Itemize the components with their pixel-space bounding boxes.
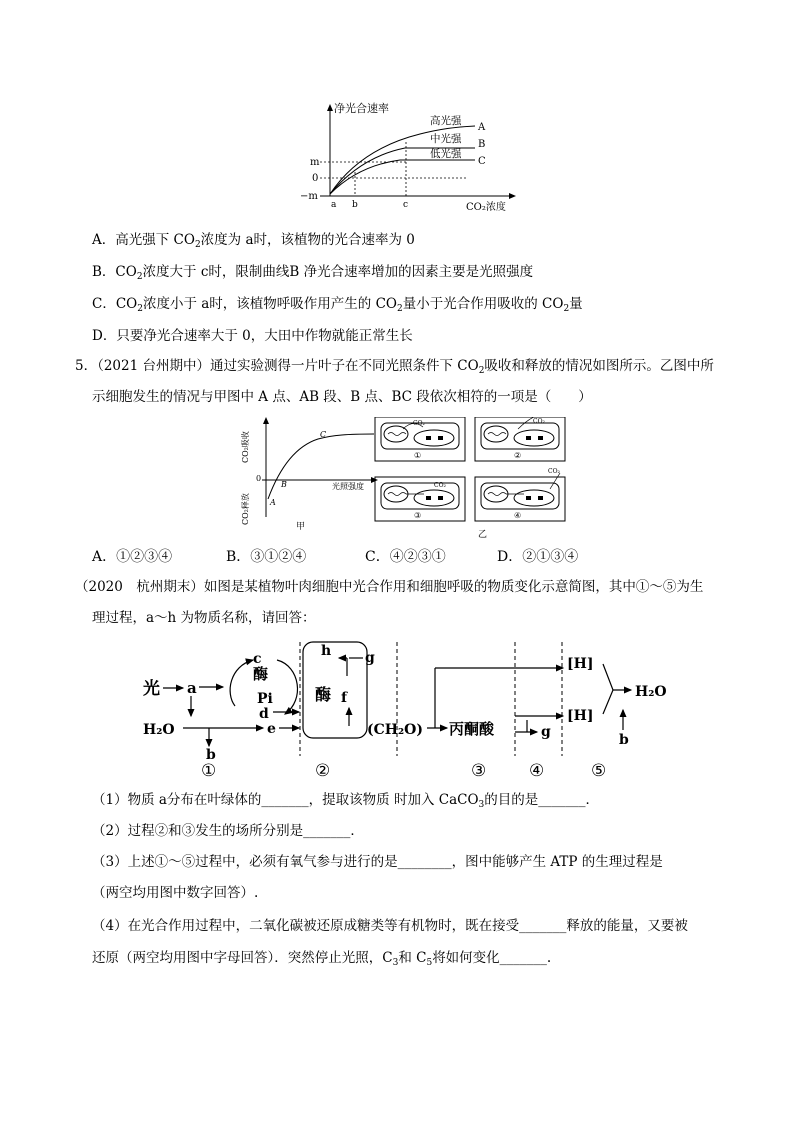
pi-label: Pi bbox=[257, 691, 273, 707]
substance-d: d bbox=[259, 706, 269, 722]
net-photosynthesis-graph bbox=[290, 100, 530, 216]
cell-3-number: ③ bbox=[414, 511, 422, 520]
substance-g-top: g bbox=[365, 650, 375, 666]
xtick-c: c bbox=[403, 200, 409, 210]
q6-sub1: （1）物质 a分布在叶绿体的_______，提取该物质 时加入 CaCO$_3$的目的是_______． bbox=[92, 792, 600, 810]
xtick-b: b bbox=[352, 200, 358, 210]
option-D: D．只要净光合速率大于 0，大田中作物就能正常生长 bbox=[92, 328, 413, 344]
water-output: H₂O bbox=[635, 684, 667, 700]
curve-letter-B: B bbox=[478, 139, 486, 150]
q5-option-C: C．④②③① bbox=[365, 549, 446, 565]
enzyme-1: 酶 bbox=[253, 665, 269, 683]
curve-label-low: 低光强 bbox=[430, 148, 462, 160]
cell-2-co2: CO₂ bbox=[533, 418, 545, 425]
q6-sub3-line2: （两空均用图中数字回答）. bbox=[92, 885, 259, 901]
substance-c: c bbox=[253, 651, 262, 667]
metabolism-diagram bbox=[135, 638, 695, 780]
q6-sub2: （2）过程②和③发生的场所分别是_______． bbox=[92, 823, 364, 839]
caption-jia: 甲 bbox=[296, 522, 306, 532]
cell-4-number: ④ bbox=[514, 511, 522, 520]
cell-1-co2: CO₂ bbox=[413, 420, 425, 427]
q6-sub4-line2: 还原（两空均用图中字母回答）．突然停止光照，$C_3$和 $C_5$将如何变化_______. bbox=[92, 950, 552, 968]
cell-3-co2: CO₂ bbox=[434, 482, 446, 489]
q6-stem-line1: （2020 杭州期末）如图是某植物叶肉细胞中光合作用和细胞呼吸的物质变化示意简图，其中①～⑤为生 bbox=[75, 579, 704, 595]
substance-a: a bbox=[187, 679, 197, 697]
cell-4-co2: CO₂ bbox=[548, 468, 560, 475]
origin-label: 0 bbox=[256, 474, 262, 483]
graph1-xlabel: CO₂浓度 bbox=[466, 202, 506, 213]
curve-label-mid: 中光强 bbox=[430, 133, 462, 145]
cell-3 bbox=[375, 477, 465, 521]
stage-3: ③ bbox=[471, 761, 487, 780]
light-label: 光 bbox=[143, 679, 160, 699]
q6-stem-line2: 理过程，a～h 为物质名称，请回答： bbox=[92, 610, 316, 626]
curve-letter-C: C bbox=[478, 156, 486, 167]
stage-1: ① bbox=[201, 761, 217, 780]
substance-g-bottom: g bbox=[541, 724, 551, 740]
stage-5: ⑤ bbox=[591, 761, 607, 780]
cell-2-number: ② bbox=[514, 451, 522, 460]
cell-1-number: ① bbox=[414, 451, 422, 460]
cell-2 bbox=[475, 417, 565, 461]
xtick-a: a bbox=[331, 200, 337, 210]
point-B: B bbox=[281, 480, 287, 489]
curve-letter-A: A bbox=[478, 122, 486, 133]
ytick-0: 0 bbox=[312, 173, 319, 184]
light-intensity-label: 光照强度 bbox=[332, 482, 364, 491]
option-C: C．$CO_2$浓度小于 a时，该植物呼吸作用产生的 $CO_2$量小于光合作用吸收的 $CO_2$量 bbox=[92, 296, 583, 314]
stage-4: ④ bbox=[529, 761, 545, 780]
q5-stem-line2: 示细胞发生的情况与甲图中 A 点、AB 段、B 点、BC 段依次相符的一项是（ ） bbox=[92, 389, 592, 405]
co2-release-label: CO₂释放 bbox=[241, 493, 250, 525]
q5-stem-line1: 5．（2021 台州期中）通过实验测得一片叶子在不同光照条件下 $CO_2$吸收和释放的情况如图所示。乙图中所 bbox=[75, 358, 714, 376]
ytick-m: m bbox=[310, 157, 320, 168]
substance-b: b bbox=[206, 747, 216, 763]
q5-figure bbox=[238, 417, 578, 539]
graph1-ylabel: 净光合速率 bbox=[334, 102, 389, 115]
cell-1 bbox=[375, 417, 465, 461]
stage-2: ② bbox=[315, 761, 331, 780]
ytick-neg-m: −m bbox=[300, 191, 318, 202]
nadh-2: [H] bbox=[567, 708, 594, 724]
substance-f: f bbox=[341, 690, 348, 706]
cell-4 bbox=[475, 468, 565, 521]
curve-label-high: 高光强 bbox=[430, 115, 462, 127]
option-B: B．$CO_2$浓度大于 c时，限制曲线B 净光合速率增加的因素主要是光照强度 bbox=[92, 264, 534, 282]
point-C: C bbox=[320, 430, 327, 439]
substance-h: h bbox=[321, 643, 332, 659]
q6-sub3-line1: （3）上述①～⑤过程中，必须有氧气参与进行的是________，图中能够产生 ATP 的生理过程是 bbox=[92, 854, 663, 870]
q5-option-B: B．③①②④ bbox=[226, 549, 307, 565]
ch2o-label: (CH₂O) bbox=[367, 722, 423, 738]
enzyme-2: 酶 bbox=[315, 685, 332, 704]
option-A: A．高光强下 $CO_2$浓度为 a时，该植物的光合速率为 0 bbox=[92, 232, 415, 250]
q5-option-D: D．②①③④ bbox=[497, 549, 579, 565]
substance-e: e bbox=[267, 721, 276, 737]
nadh-1: [H] bbox=[567, 656, 594, 672]
water-input: H₂O bbox=[143, 722, 175, 738]
pyruvate-label: 丙酮酸 bbox=[449, 720, 495, 738]
co2-uptake-label: CO₂吸收 bbox=[241, 431, 250, 463]
point-A: A bbox=[270, 498, 276, 507]
q5-option-A: A．①②③④ bbox=[92, 549, 173, 565]
caption-yi: 乙 bbox=[478, 530, 488, 539]
substance-b-right: b bbox=[619, 732, 629, 748]
q6-sub4-line1: （4）在光合作用过程中，二氧化碳被还原成糖类等有机物时，既在接受_______释放的能量，又要被 bbox=[92, 918, 688, 934]
